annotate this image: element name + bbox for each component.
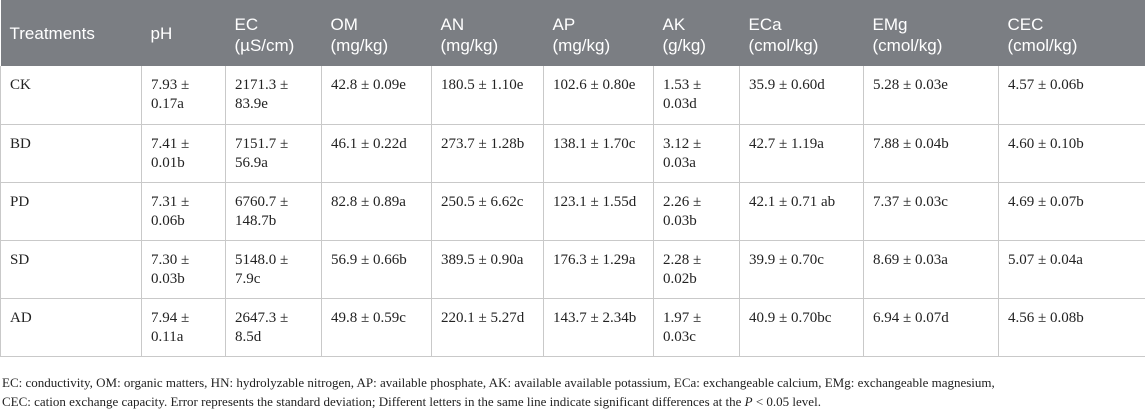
column-header-line: OM	[330, 15, 358, 34]
value-cell	[432, 182, 544, 240]
column-header-line: (cmol/kg)	[1007, 36, 1078, 55]
cell-line: 6.94 ± 0.07d	[873, 309, 949, 326]
value-cell	[654, 298, 740, 356]
cell-line: 4.56 ± 0.08b	[1008, 309, 1084, 326]
cell-line: 35.9 ± 0.60d	[749, 77, 825, 93]
value-cell	[999, 298, 1145, 356]
value-cell	[142, 66, 226, 124]
value-cell	[864, 298, 999, 356]
cell-line: BD	[10, 135, 31, 152]
value-cell	[864, 240, 999, 298]
column-header-line: AP	[552, 15, 576, 34]
value-cell	[999, 66, 1145, 124]
cell-line: 0.17a	[151, 96, 184, 112]
cell-line: PD	[10, 193, 30, 210]
value-cell	[322, 298, 432, 356]
value-cell	[226, 298, 322, 356]
cell-line: 4.57 ± 0.06b	[1008, 77, 1084, 93]
column-header-line: Treatments	[9, 23, 95, 43]
cell-line: 46.1 ± 0.22d	[331, 135, 407, 152]
value-cell	[999, 124, 1145, 182]
value-cell	[432, 66, 544, 124]
table-row	[1, 298, 1145, 356]
value-cell	[740, 124, 864, 182]
cell-line: CK	[10, 77, 31, 93]
value-cell	[999, 182, 1145, 240]
cell-line: 7.88 ± 0.04b	[873, 135, 949, 152]
value-cell	[432, 124, 544, 182]
cell-line: 7151.7 ±	[235, 135, 289, 152]
footnote-line-2-end: < 0.05 level.	[752, 394, 821, 409]
column-header-5	[544, 0, 654, 66]
column-header-1	[142, 0, 226, 66]
cell-line: 7.93 ±	[151, 77, 190, 93]
column-header-line: (mg/kg)	[330, 36, 389, 55]
cell-line: 143.7 ± 2.34b	[553, 309, 637, 326]
cell-line: 1.53 ±	[663, 77, 702, 93]
footnote-p-symbol: P	[744, 394, 753, 409]
value-cell	[322, 182, 432, 240]
cell-line: 4.69 ± 0.07b	[1008, 193, 1084, 210]
column-header-3	[322, 0, 432, 66]
column-header-line: (mg/kg)	[552, 36, 611, 55]
value-cell	[322, 124, 432, 182]
column-header-line: EMg	[872, 15, 908, 34]
column-header-line: (cmol/kg)	[748, 36, 819, 55]
cell-line: 102.6 ± 0.80e	[553, 77, 636, 93]
table-body	[1, 66, 1145, 356]
cell-line: 5.28 ± 0.03e	[873, 77, 948, 93]
cell-line: 250.5 ± 6.62c	[441, 193, 524, 210]
value-cell	[654, 124, 740, 182]
cell-line: 0.06b	[151, 212, 185, 229]
cell-line: 2171.3 ±	[235, 77, 289, 93]
value-cell	[654, 182, 740, 240]
cell-line: 0.03c	[663, 328, 696, 345]
column-header-9	[999, 0, 1145, 66]
footnote-line-2-text: CEC: cation exchange capacity. Error represents the standard deviation; Different letters in the same line indicate significant differences at the	[2, 394, 745, 409]
cell-line: 2.26 ±	[663, 193, 702, 210]
cell-line: 2.28 ±	[663, 251, 702, 268]
treatment-cell	[1, 66, 142, 124]
treatment-cell	[1, 124, 142, 182]
cell-line: 39.9 ± 0.70c	[749, 251, 824, 268]
value-cell	[432, 298, 544, 356]
value-cell	[864, 124, 999, 182]
value-cell	[740, 66, 864, 124]
column-header-6	[654, 0, 740, 66]
cell-line: 7.41 ±	[151, 135, 190, 152]
treatment-cell	[1, 182, 142, 240]
cell-line: 220.1 ± 5.27d	[441, 309, 525, 326]
column-header-line: (µS/cm)	[234, 36, 295, 55]
cell-line: 56.9a	[235, 154, 268, 171]
value-cell	[432, 240, 544, 298]
value-cell	[142, 124, 226, 182]
value-cell	[142, 298, 226, 356]
value-cell	[544, 124, 654, 182]
column-header-2	[226, 0, 322, 66]
value-cell	[226, 124, 322, 182]
cell-line: 176.3 ± 1.29a	[553, 251, 636, 268]
cell-line: 0.02b	[663, 270, 697, 287]
cell-line: 49.8 ± 0.59c	[331, 309, 406, 326]
cell-line: 0.03a	[663, 154, 696, 171]
cell-line: 7.9c	[235, 270, 261, 287]
cell-line: 389.5 ± 0.90a	[441, 251, 524, 268]
value-cell	[654, 240, 740, 298]
cell-line: 1.97 ±	[663, 309, 702, 326]
value-cell	[226, 66, 322, 124]
treatment-cell	[1, 298, 142, 356]
column-header-line: EC	[234, 15, 259, 34]
table-row	[1, 66, 1145, 124]
cell-line: 0.03b	[151, 270, 185, 287]
cell-line: AD	[10, 309, 32, 326]
column-header-line: (mg/kg)	[440, 36, 499, 55]
column-header-line: (cmol/kg)	[872, 36, 943, 55]
column-header-line: AK	[662, 15, 686, 34]
value-cell	[226, 182, 322, 240]
column-header-0	[1, 0, 142, 66]
value-cell	[544, 66, 654, 124]
cell-line: 8.5d	[235, 328, 262, 345]
cell-line: 123.1 ± 1.55d	[553, 193, 637, 210]
cell-line: 5.07 ± 0.04a	[1008, 251, 1083, 268]
value-cell	[740, 298, 864, 356]
cell-line: 5148.0 ±	[235, 251, 289, 268]
column-header-8	[864, 0, 999, 66]
cell-line: 56.9 ± 0.66b	[331, 251, 407, 268]
table-row	[1, 124, 1145, 182]
value-cell	[864, 182, 999, 240]
cell-line: 0.03d	[663, 96, 697, 112]
cell-line: 138.1 ± 1.70c	[553, 135, 636, 152]
value-cell	[322, 66, 432, 124]
cell-line: 4.60 ± 0.10b	[1008, 135, 1084, 152]
value-cell	[142, 240, 226, 298]
table-row	[1, 240, 1145, 298]
value-cell	[864, 66, 999, 124]
cell-line: 82.8 ± 0.89a	[331, 193, 406, 210]
column-header-line: ECa	[748, 15, 782, 34]
cell-line: 7.30 ±	[151, 251, 190, 268]
value-cell	[142, 182, 226, 240]
value-cell	[322, 240, 432, 298]
cell-line: 7.31 ±	[151, 193, 190, 210]
cell-line: 0.03b	[663, 212, 697, 229]
cell-line: 42.1 ± 0.71 ab	[749, 193, 836, 210]
cell-line: 42.8 ± 0.09e	[331, 77, 406, 93]
header-row	[1, 0, 1145, 66]
table-header	[1, 0, 1145, 66]
cell-line: 6760.7 ±	[235, 193, 289, 210]
value-cell	[740, 240, 864, 298]
cell-line: 83.9e	[235, 96, 268, 112]
footnote-line-1: EC: conductivity, OM: organic matters, HN: hydrolyzable nitrogen, AP: available phosphate, AK: available available potassium, ECa: exchangeable calcium, EMg: exchangeable magnesium,	[2, 375, 995, 390]
column-header-line: (g/kg)	[662, 36, 706, 55]
table-row	[1, 182, 1145, 240]
cell-line: 7.37 ± 0.03c	[873, 193, 948, 210]
column-header-4	[432, 0, 544, 66]
cell-line: 7.94 ±	[151, 309, 190, 326]
cell-line: 3.12 ±	[663, 135, 702, 152]
value-cell	[740, 182, 864, 240]
cell-line: 0.01b	[151, 154, 185, 171]
cell-line: 8.69 ± 0.03a	[873, 251, 948, 268]
value-cell	[999, 240, 1145, 298]
cell-line: 0.11a	[151, 328, 184, 345]
cell-line: 180.5 ± 1.10e	[441, 77, 524, 93]
cell-line: 40.9 ± 0.70bc	[749, 309, 832, 326]
value-cell	[544, 240, 654, 298]
column-header-line: CEC	[1007, 15, 1044, 34]
cell-line: 2647.3 ±	[235, 309, 289, 326]
cell-line: SD	[10, 251, 30, 268]
cell-line: 148.7b	[235, 212, 277, 229]
cell-line: 42.7 ± 1.19a	[749, 135, 824, 152]
table-footnote	[2, 373, 1142, 411]
value-cell	[544, 182, 654, 240]
column-header-7	[740, 0, 864, 66]
value-cell	[544, 298, 654, 356]
cell-line: 273.7 ± 1.28b	[441, 135, 525, 152]
treatment-cell	[1, 240, 142, 298]
footnote-line-2	[2, 392, 1142, 411]
column-header-line: AN	[440, 15, 465, 34]
column-header-line: pH	[150, 23, 173, 43]
value-cell	[226, 240, 322, 298]
value-cell	[654, 66, 740, 124]
